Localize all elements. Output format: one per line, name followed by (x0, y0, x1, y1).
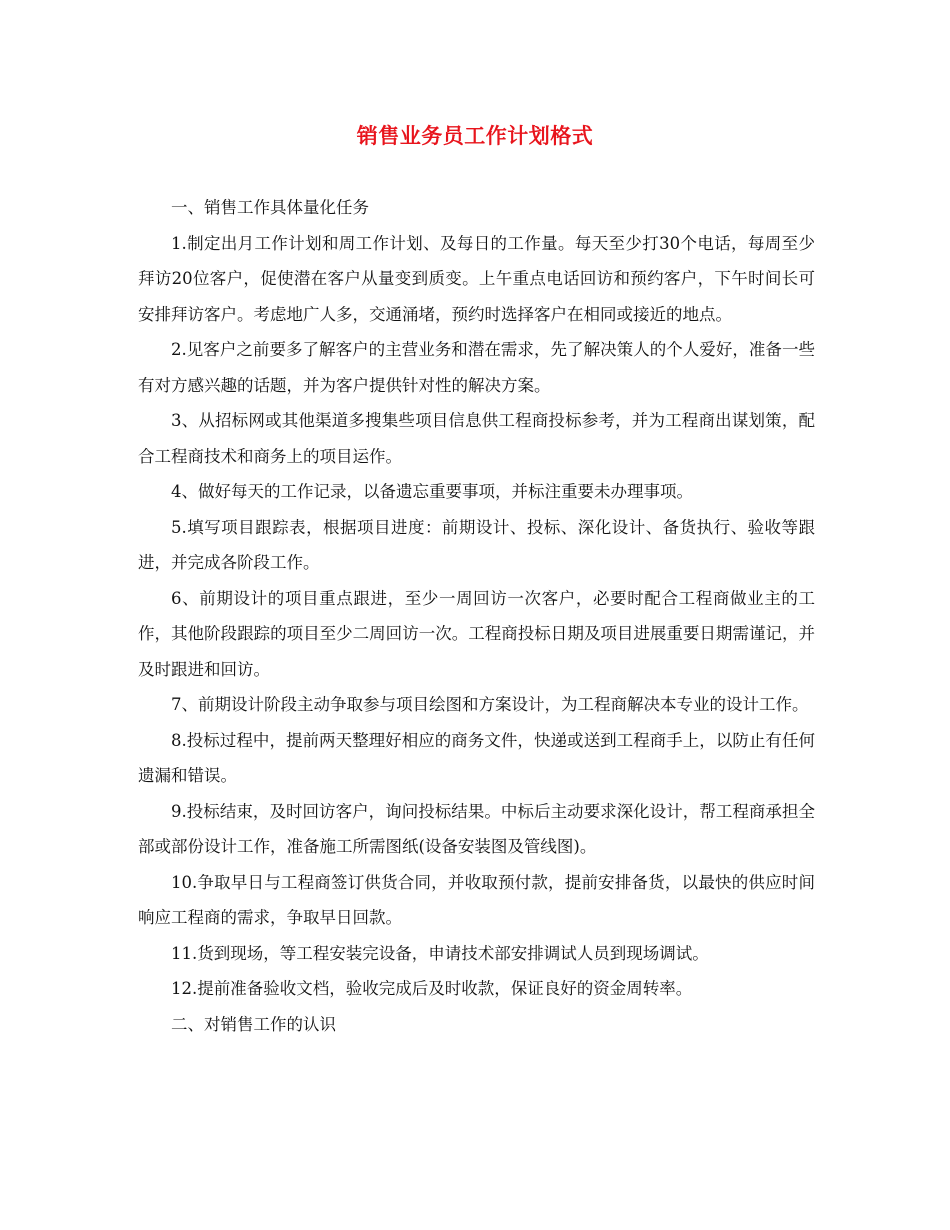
section-heading: 一、销售工作具体量化任务 (171, 198, 369, 217)
paragraph: 8.投标过程中，提前两天整理好相应的商务文件，快递或送到工程商手上，以防止有任何遗漏和错误。 (138, 730, 815, 785)
paragraph: 9.投标结束，及时回访客户，询问投标结果。中标后主动要求深化设计，帮工程商承担全部或部份设计工作，准备施工所需图纸(设备安装图及管线图)。 (138, 801, 815, 856)
document-title: 销售业务员工作计划格式 (356, 123, 594, 148)
paragraph: 4、做好每天的工作记录，以备遗忘重要事项，并标注重要未办理事项。 (171, 482, 693, 501)
paragraph: 11.货到现场，等工程安装完设备，申请技术部安排调试人员到现场调试。 (171, 943, 709, 963)
paragraph: 5.填写项目跟踪表，根据项目进度：前期设计、投标、深化设计、备货执行、验收等跟进，并完成各阶段工作。 (138, 517, 815, 572)
paragraph: 7、前期设计阶段主动争取参与项目绘图和方案设计，为工程商解决本专业的设计工作。 (171, 695, 809, 714)
paragraph: 2.见客户之前要多了解客户的主营业务和潜在需求，先了解决策人的个人爱好，准备一些有对方感兴趣的话题，并为客户提供针对性的解决方案。 (138, 340, 815, 395)
paragraph: 1.制定出月工作计划和周工作计划、及每日的工作量。每天至少打30个电话，每周至少拜访20位客户，促使潜在客户从量变到质变。上午重点电话回访和预约客户，下午时间长可安排拜访客户。考虑地广人多，交通涌堵，预约时选择客户在相同或接近的地点。 (138, 233, 815, 324)
document-body (138, 190, 815, 1042)
section-heading: 二、对销售工作的认识 (171, 1014, 336, 1034)
paragraph: 3、从招标网或其他渠道多搜集些项目信息供工程商投标参考，并为工程商出谋划策，配合工程商技术和商务上的项目运作。 (138, 411, 815, 466)
paragraph: 12.提前准备验收文档，验收完成后及时收款，保证良好的资金周转率。 (171, 979, 693, 998)
paragraph: 6、前期设计的项目重点跟进，至少一周回访一次客户，必要时配合工程商做业主的工作，其他阶段跟踪的项目至少二周回访一次。工程商投标日期及项目进展重要日期需谨记，并及时跟进和回访。 (138, 588, 815, 679)
paragraph: 10.争取早日与工程商签订供货合同，并收取预付款，提前安排备货，以最快的供应时间响应工程商的需求，争取早日回款。 (138, 872, 815, 927)
